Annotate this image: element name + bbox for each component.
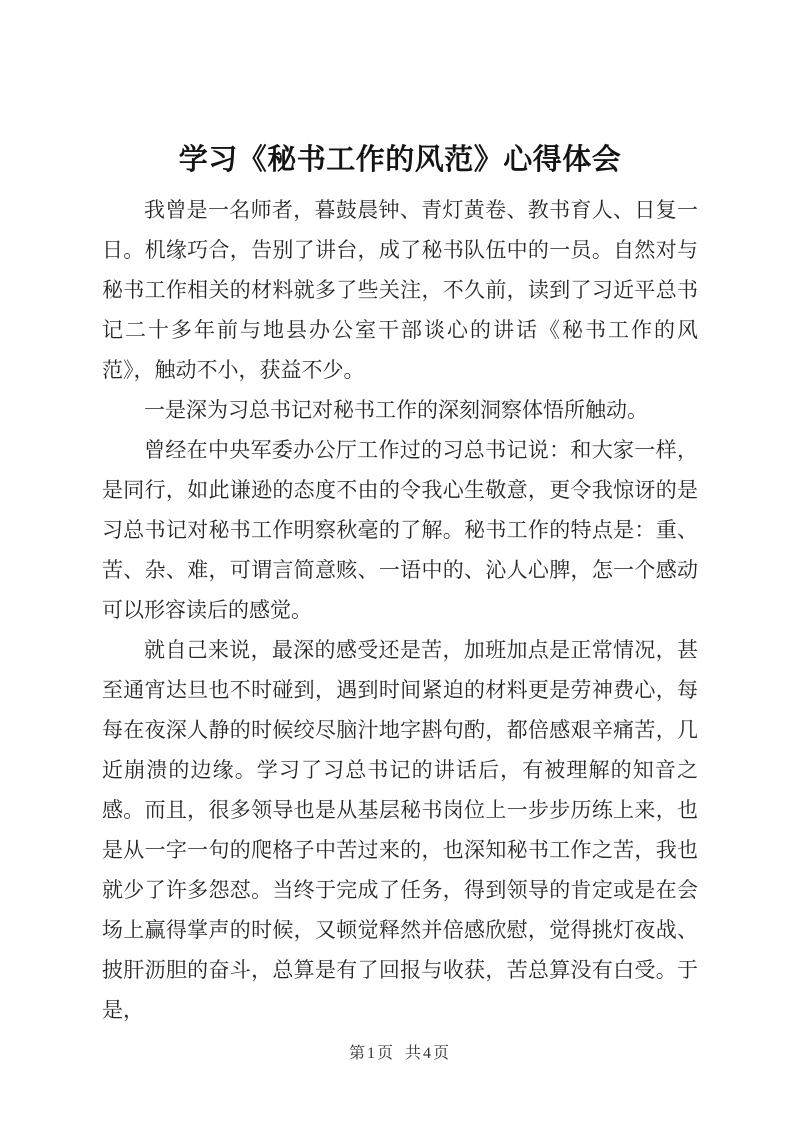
paragraph-3: 曾经在中央军委办公厅工作过的习总书记说：和大家一样，是同行，如此谦逊的态度不由的令我心生敬意，更令我惊讶的是习总书记对秘书工作明察秋毫的了解。秘书工作的特点是：重、苦、杂、难，可谓言简意赅、一语中的、沁人心脾，怎一个感动可以形容读后的感觉。 bbox=[102, 438, 698, 622]
document-title: 学习《秘书工作的风范》心得体会 bbox=[178, 144, 622, 176]
paragraph-4: 就自己来说，最深的感受还是苦，加班加点是正常情况，甚至通宵达旦也不时碰到，遇到时间紧迫的材料更是劳神费心，每每在夜深人静的时候绞尽脑汁地字斟句酌，都倍感艰辛痛苦，几近崩溃的边缘。学习了习总书记的讲话后，有被理解的知音之感。而且，很多领导也是从基层秘书岗位上一步步历练上来，也是从一字一句的爬格子中苦过来的，也深知秘书工作之苦，我也就少了许多怨怼。当终于完成了任务，得到领导的肯定或是在会场上赢得掌声的时候，又顿觉释然并倍感欣慰，觉得挑灯夜战、披肝沥胆的奋斗，总算是有了回报与收获，苦总算没有白受。于是， bbox=[102, 638, 698, 1022]
page-number-label: 第1页 bbox=[348, 1045, 395, 1062]
document-body bbox=[102, 190, 698, 1030]
page-total-label: 共4页 bbox=[405, 1045, 452, 1062]
page-footer bbox=[0, 1040, 800, 1063]
paragraph-2: 一是深为习总书记对秘书工作的深刻洞察体悟所触动。 bbox=[144, 398, 648, 422]
paragraph-1: 我曾是一名师者，暮鼓晨钟、青灯黄卷、教书育人、日复一日。机缘巧合，告别了讲台，成了秘书队伍中的一员。自然对与秘书工作相关的材料就多了些关注，不久前，读到了习近平总书记二十多年前与地县办公室干部谈心的讲话《秘书工作的风范》，触动不小，获益不少。 bbox=[102, 198, 698, 382]
